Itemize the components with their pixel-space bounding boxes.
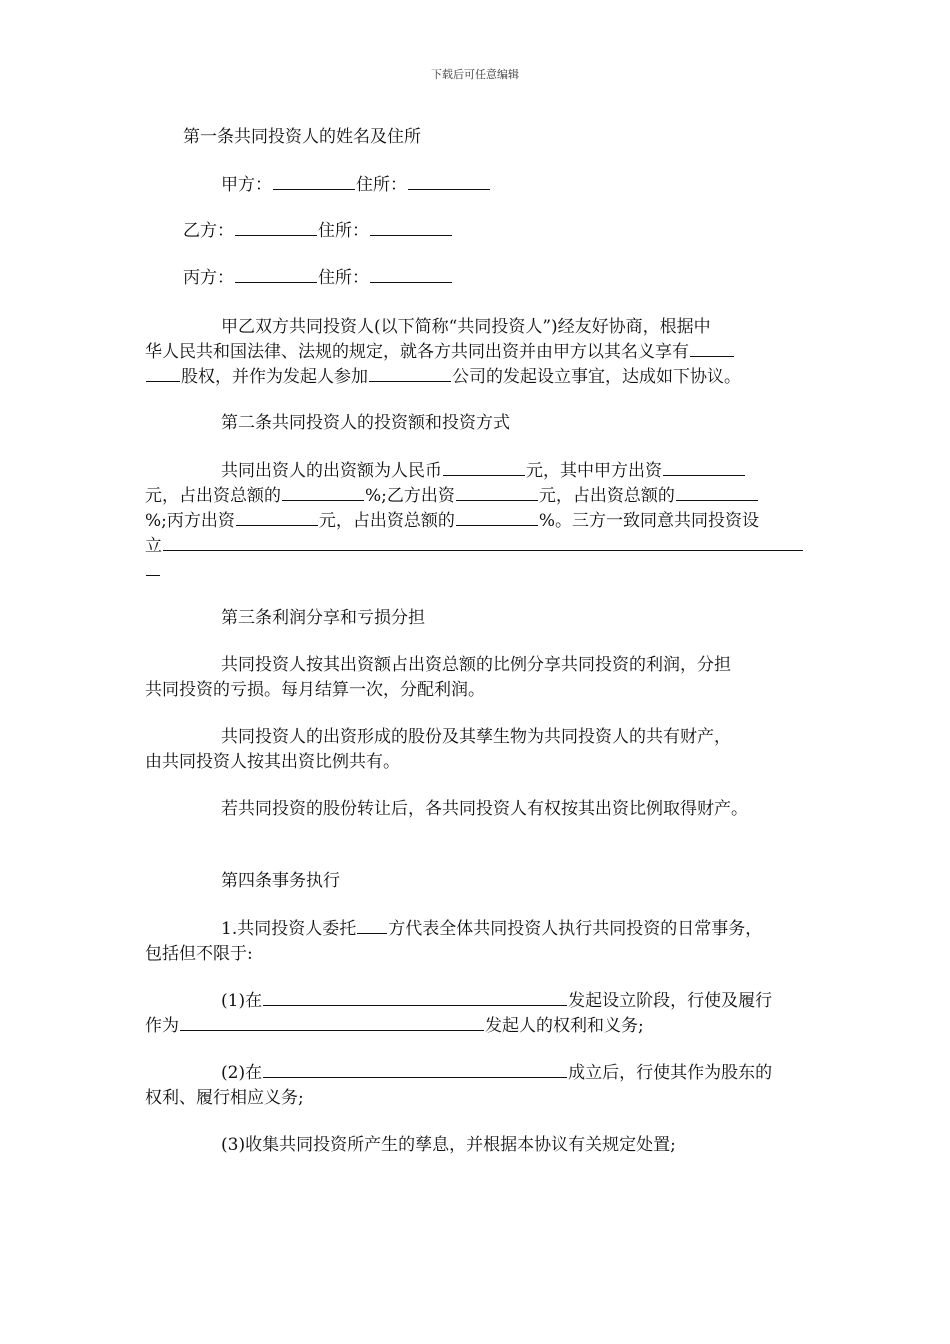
intro-line-1: 甲乙双方共同投资人(以下简称“共同投资人”)经友好协商，根据中 — [221, 317, 711, 337]
address-label: 住所： — [356, 175, 407, 195]
section-3-title: 第三条利润分享和亏损分担 — [221, 608, 425, 628]
party-a-name-blank[interactable] — [273, 173, 355, 190]
s3-p2-line-1: 共同投资人的出资形成的股份及其孳生物为共同投资人的共有财产， — [221, 727, 731, 747]
section-2-line-5 — [145, 559, 810, 583]
s2-l2-text-b: %;乙方出资 — [365, 486, 455, 506]
item-1-line-1 — [145, 989, 886, 1013]
intro-line-3-text-a: 股权，并作为发起人参加 — [181, 367, 368, 387]
item-1-line-2 — [145, 1014, 810, 1038]
party-c-address-blank[interactable] — [370, 266, 452, 283]
party-b-label: 乙方： — [183, 221, 234, 241]
party-a-percent-blank[interactable] — [282, 484, 364, 501]
s2-l4-text: 立 — [145, 536, 162, 556]
s3-p1-line-2: 共同投资的亏损。每月结算一次，分配利润。 — [145, 680, 485, 700]
s2-l1-text-a: 共同出资人的出资额为人民币 — [221, 461, 442, 481]
item-1-text-d: 发起人的权利和义务; — [485, 1016, 644, 1036]
s4-1-line-2: 包括但不限于: — [145, 944, 253, 964]
address-label: 住所： — [318, 268, 369, 288]
party-a-address-blank[interactable] — [408, 173, 490, 190]
party-b-line — [145, 219, 848, 243]
purpose-blank-a[interactable] — [163, 534, 803, 551]
party-c-name-blank[interactable] — [235, 266, 317, 283]
item-2-company-blank[interactable] — [263, 1061, 567, 1078]
purpose-blank-b[interactable] — [146, 559, 160, 576]
section-2-line-3 — [145, 509, 810, 533]
party-a-line — [145, 173, 886, 197]
party-c-label: 丙方： — [183, 268, 234, 288]
party-c-percent-blank[interactable] — [456, 509, 538, 526]
section-4-title: 第四条事务执行 — [221, 871, 340, 891]
s3-p1-line-1: 共同投资人按其出资额占出资总额的比例分享共同投资的利润，分担 — [221, 655, 731, 675]
s4-1-text-a: 1.共同投资人委托 — [221, 919, 357, 939]
s3-p3: 若共同投资的股份转让后，各共同投资人有权按其出资比例取得财产。 — [221, 799, 748, 819]
item-2-text-b: 成立后，行使其作为股东的 — [568, 1063, 773, 1083]
item-2-text-a: (2)在 — [221, 1063, 263, 1083]
section-2-line-2 — [145, 484, 810, 508]
party-b-amount-blank[interactable] — [456, 484, 538, 501]
s3-p2-line-2: 由共同投资人按其出资比例共有。 — [145, 752, 400, 772]
delegate-party-blank[interactable] — [357, 917, 387, 934]
section-2-line-4 — [145, 534, 810, 558]
intro-line-2 — [145, 340, 810, 364]
party-a-amount-blank[interactable] — [663, 459, 745, 476]
company-name-blank[interactable] — [369, 365, 451, 382]
s2-l3-text-a: %;丙方出资 — [145, 511, 235, 531]
item-1-text-a: (1)在 — [221, 991, 263, 1011]
intro-line-2-text: 华人民共和国法律、法规的规定，就各方共同出资并由甲方以其名义享有 — [145, 342, 689, 362]
party-c-amount-blank[interactable] — [236, 509, 318, 526]
total-amount-blank[interactable] — [443, 459, 525, 476]
intro-line-3-text-b: 公司的发起设立事宜，达成如下协议。 — [452, 367, 741, 387]
section-1-title: 第一条共同投资人的姓名及住所 — [183, 127, 421, 147]
party-c-line — [145, 266, 848, 290]
section-2-line-1 — [145, 459, 886, 483]
s2-l3-text-c: %。三方一致同意共同投资设 — [538, 511, 760, 531]
s4-1-text-b: 方代表全体共同投资人执行共同投资的日常事务， — [388, 919, 763, 939]
item-1-company-blank-2[interactable] — [180, 1014, 484, 1031]
item-3: (3)收集共同投资所产生的孳息，并根据本协议有关规定处置; — [221, 1135, 676, 1155]
item-2-line-2: 权利、履行相应义务; — [145, 1088, 304, 1108]
item-2-line-1 — [145, 1061, 886, 1085]
equity-blank-a[interactable] — [690, 340, 734, 357]
s4-1-line-1 — [145, 917, 886, 941]
party-b-percent-blank[interactable] — [676, 484, 758, 501]
item-1-text-c: 作为 — [145, 1016, 179, 1036]
intro-line-3 — [145, 365, 810, 389]
item-1-company-blank[interactable] — [263, 989, 567, 1006]
party-b-address-blank[interactable] — [370, 219, 452, 236]
address-label: 住所： — [318, 221, 369, 241]
party-a-label: 甲方： — [221, 175, 272, 195]
equity-blank-b[interactable] — [146, 365, 180, 382]
s2-l3-text-b: 元，占出资总额的 — [318, 511, 455, 531]
s2-l1-text-b: 元，其中甲方出资 — [526, 461, 662, 481]
s2-l2-text-c: 元，占出资总额的 — [538, 486, 675, 506]
party-b-name-blank[interactable] — [235, 219, 317, 236]
section-2-title: 第二条共同投资人的投资额和投资方式 — [221, 413, 510, 433]
item-1-text-b: 发起设立阶段，行使及履行 — [568, 991, 773, 1011]
s2-l2-text-a: 元，占出资总额的 — [145, 486, 281, 506]
page-header: 下载后可任意编辑 — [431, 68, 519, 81]
